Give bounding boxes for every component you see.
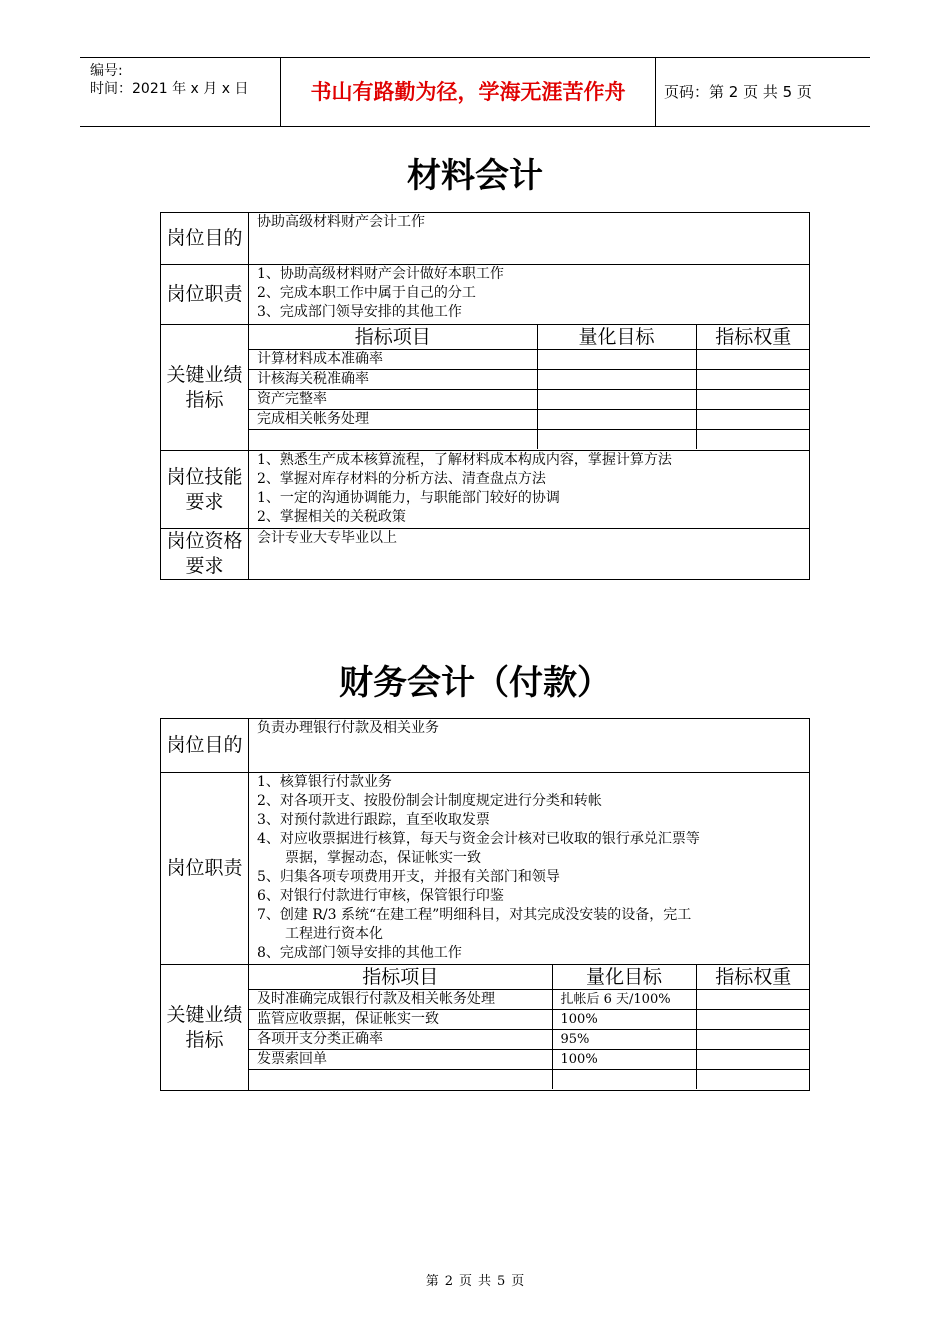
kpi-weight (696, 370, 810, 390)
kpi-data-row (249, 390, 810, 410)
kpi-target: 扎帐后 6 天/100% (552, 990, 696, 1010)
duties-list (249, 773, 810, 965)
section-title: 财务会计（付款） (339, 663, 611, 703)
kpi-label: 关键业绩指标 (161, 965, 249, 1091)
kpi-data-row (249, 1030, 810, 1050)
kpi-item (249, 1070, 552, 1090)
header-motto: 书山有路勤为径，学海无涯苦作舟 (281, 58, 656, 126)
duty-item: 6、对银行付款进行审核，保管银行印鉴 (257, 888, 504, 904)
kpi-header-item: 指标项目 (249, 325, 537, 350)
kpi-row (161, 325, 810, 451)
kpi-weight (696, 1010, 810, 1030)
kpi-item: 资产完整率 (249, 390, 537, 410)
duties-label: 岗位职责 (161, 265, 249, 325)
section-title: 材料会计 (407, 156, 543, 196)
kpi-item: 监管应收票据，保证帐实一致 (249, 1010, 552, 1030)
kpi-cell (249, 965, 810, 1091)
document-time: 时间：2021 年 x 月 x 日 (90, 81, 249, 97)
kpi-header-target: 量化目标 (537, 325, 696, 350)
kpi-header-row (249, 965, 810, 990)
skills-row (161, 451, 810, 529)
kpi-weight (696, 1050, 810, 1070)
skill-item: 1、熟悉生产成本核算流程，了解材料成本构成内容，掌握计算方法 (257, 452, 672, 468)
duties-row (161, 773, 810, 965)
footer-page-number: 2 (444, 1274, 453, 1289)
purpose-text: 协助高级材料财产会计工作 (249, 213, 810, 265)
kpi-target (537, 390, 696, 410)
kpi-table (249, 325, 810, 449)
job-description-table (160, 212, 810, 580)
duty-item-continuation: 工程进行资本化 (285, 926, 383, 942)
kpi-label: 关键业绩指标 (161, 325, 249, 451)
footer-text: 页 (458, 1274, 472, 1289)
kpi-target (537, 410, 696, 430)
kpi-item: 计核海关税准确率 (249, 370, 537, 390)
duties-row (161, 265, 810, 325)
kpi-weight (696, 1070, 810, 1090)
duties-list (249, 265, 810, 325)
page-footer (0, 1270, 950, 1289)
kpi-target (537, 370, 696, 390)
header-page-info: 页码：第 2 页 共 5 页 (664, 83, 812, 101)
kpi-item: 发票索回单 (249, 1050, 552, 1070)
duty-item: 4、对应收票据进行核算，每天与资金会计核对已收取的银行承兑汇票等 (257, 831, 700, 847)
skills-label: 岗位技能要求 (161, 451, 249, 529)
kpi-header-weight: 指标权重 (696, 965, 810, 990)
kpi-item (249, 430, 537, 450)
duty-item: 1、核算银行付款业务 (257, 774, 392, 790)
qualification-label: 岗位资格要求 (161, 529, 249, 580)
kpi-data-row (249, 1010, 810, 1030)
kpi-item: 计算材料成本准确率 (249, 350, 537, 370)
kpi-table (249, 965, 810, 1089)
document-number-label: 编号: (90, 63, 123, 79)
duty-item: 7、创建 R/3 系统“在建工程”明细科目，对其完成没安装的设备，完工 (257, 907, 692, 923)
kpi-data-row (249, 990, 810, 1010)
header-meta (80, 58, 281, 126)
skills-list (249, 451, 810, 529)
kpi-weight (696, 390, 810, 410)
kpi-data-row (249, 1070, 810, 1090)
kpi-header-target: 量化目标 (552, 965, 696, 990)
purpose-row (161, 213, 810, 265)
kpi-weight (696, 990, 810, 1010)
kpi-target (537, 350, 696, 370)
purpose-label: 岗位目的 (161, 213, 249, 265)
duty-item: 2、对各项开支、按股份制会计制度规定进行分类和转帐 (257, 793, 602, 809)
kpi-header-row (249, 325, 810, 350)
kpi-target (537, 430, 696, 450)
kpi-data-row (249, 370, 810, 390)
document-header (80, 57, 870, 127)
kpi-target: 100% (552, 1050, 696, 1070)
kpi-target: 95% (552, 1030, 696, 1050)
kpi-weight (696, 410, 810, 430)
kpi-item: 完成相关帐务处理 (249, 410, 537, 430)
job-description-table (160, 718, 810, 1091)
kpi-header-weight: 指标权重 (696, 325, 810, 350)
skill-item: 2、掌握对库存材料的分析方法、清查盘点方法 (257, 471, 546, 487)
duty-item-continuation: 票据，掌握动态，保证帐实一致 (285, 850, 481, 866)
duty-item: 3、对预付款进行跟踪，直至收取发票 (257, 812, 490, 828)
skill-item: 1、一定的沟通协调能力，与职能部门较好的协调 (257, 490, 560, 506)
kpi-weight (696, 1030, 810, 1050)
skill-item: 2、掌握相关的关税政策 (257, 509, 406, 525)
kpi-header-item: 指标项目 (249, 965, 552, 990)
kpi-target: 100% (552, 1010, 696, 1030)
kpi-weight (696, 350, 810, 370)
duty-item: 8、完成部门领导安排的其他工作 (257, 945, 462, 961)
purpose-row (161, 719, 810, 773)
kpi-data-row (249, 410, 810, 430)
kpi-data-row (249, 1050, 810, 1070)
qualification-row (161, 529, 810, 580)
footer-text: 第 (425, 1274, 439, 1289)
duty-item: 5、归集各项专项费用开支，并报有关部门和领导 (257, 869, 560, 885)
kpi-row (161, 965, 810, 1091)
qualification-text: 会计专业大专毕业以上 (249, 529, 810, 580)
kpi-data-row (249, 430, 810, 450)
duty-item: 3、完成部门领导安排的其他工作 (257, 304, 462, 320)
kpi-weight (696, 430, 810, 450)
footer-text: 页 (511, 1274, 525, 1289)
kpi-cell (249, 325, 810, 451)
duty-item: 1、协助高级材料财产会计做好本职工作 (257, 266, 504, 282)
footer-text: 共 (478, 1274, 492, 1289)
purpose-text: 负责办理银行付款及相关业务 (249, 719, 810, 773)
kpi-item: 各项开支分类正确率 (249, 1030, 552, 1050)
kpi-target (552, 1070, 696, 1090)
duty-item: 2、完成本职工作中属于自己的分工 (257, 285, 476, 301)
footer-total-pages: 5 (497, 1274, 506, 1289)
kpi-data-row (249, 350, 810, 370)
kpi-item: 及时准确完成银行付款及相关帐务处理 (249, 990, 552, 1010)
purpose-label: 岗位目的 (161, 719, 249, 773)
duties-label: 岗位职责 (161, 773, 249, 965)
